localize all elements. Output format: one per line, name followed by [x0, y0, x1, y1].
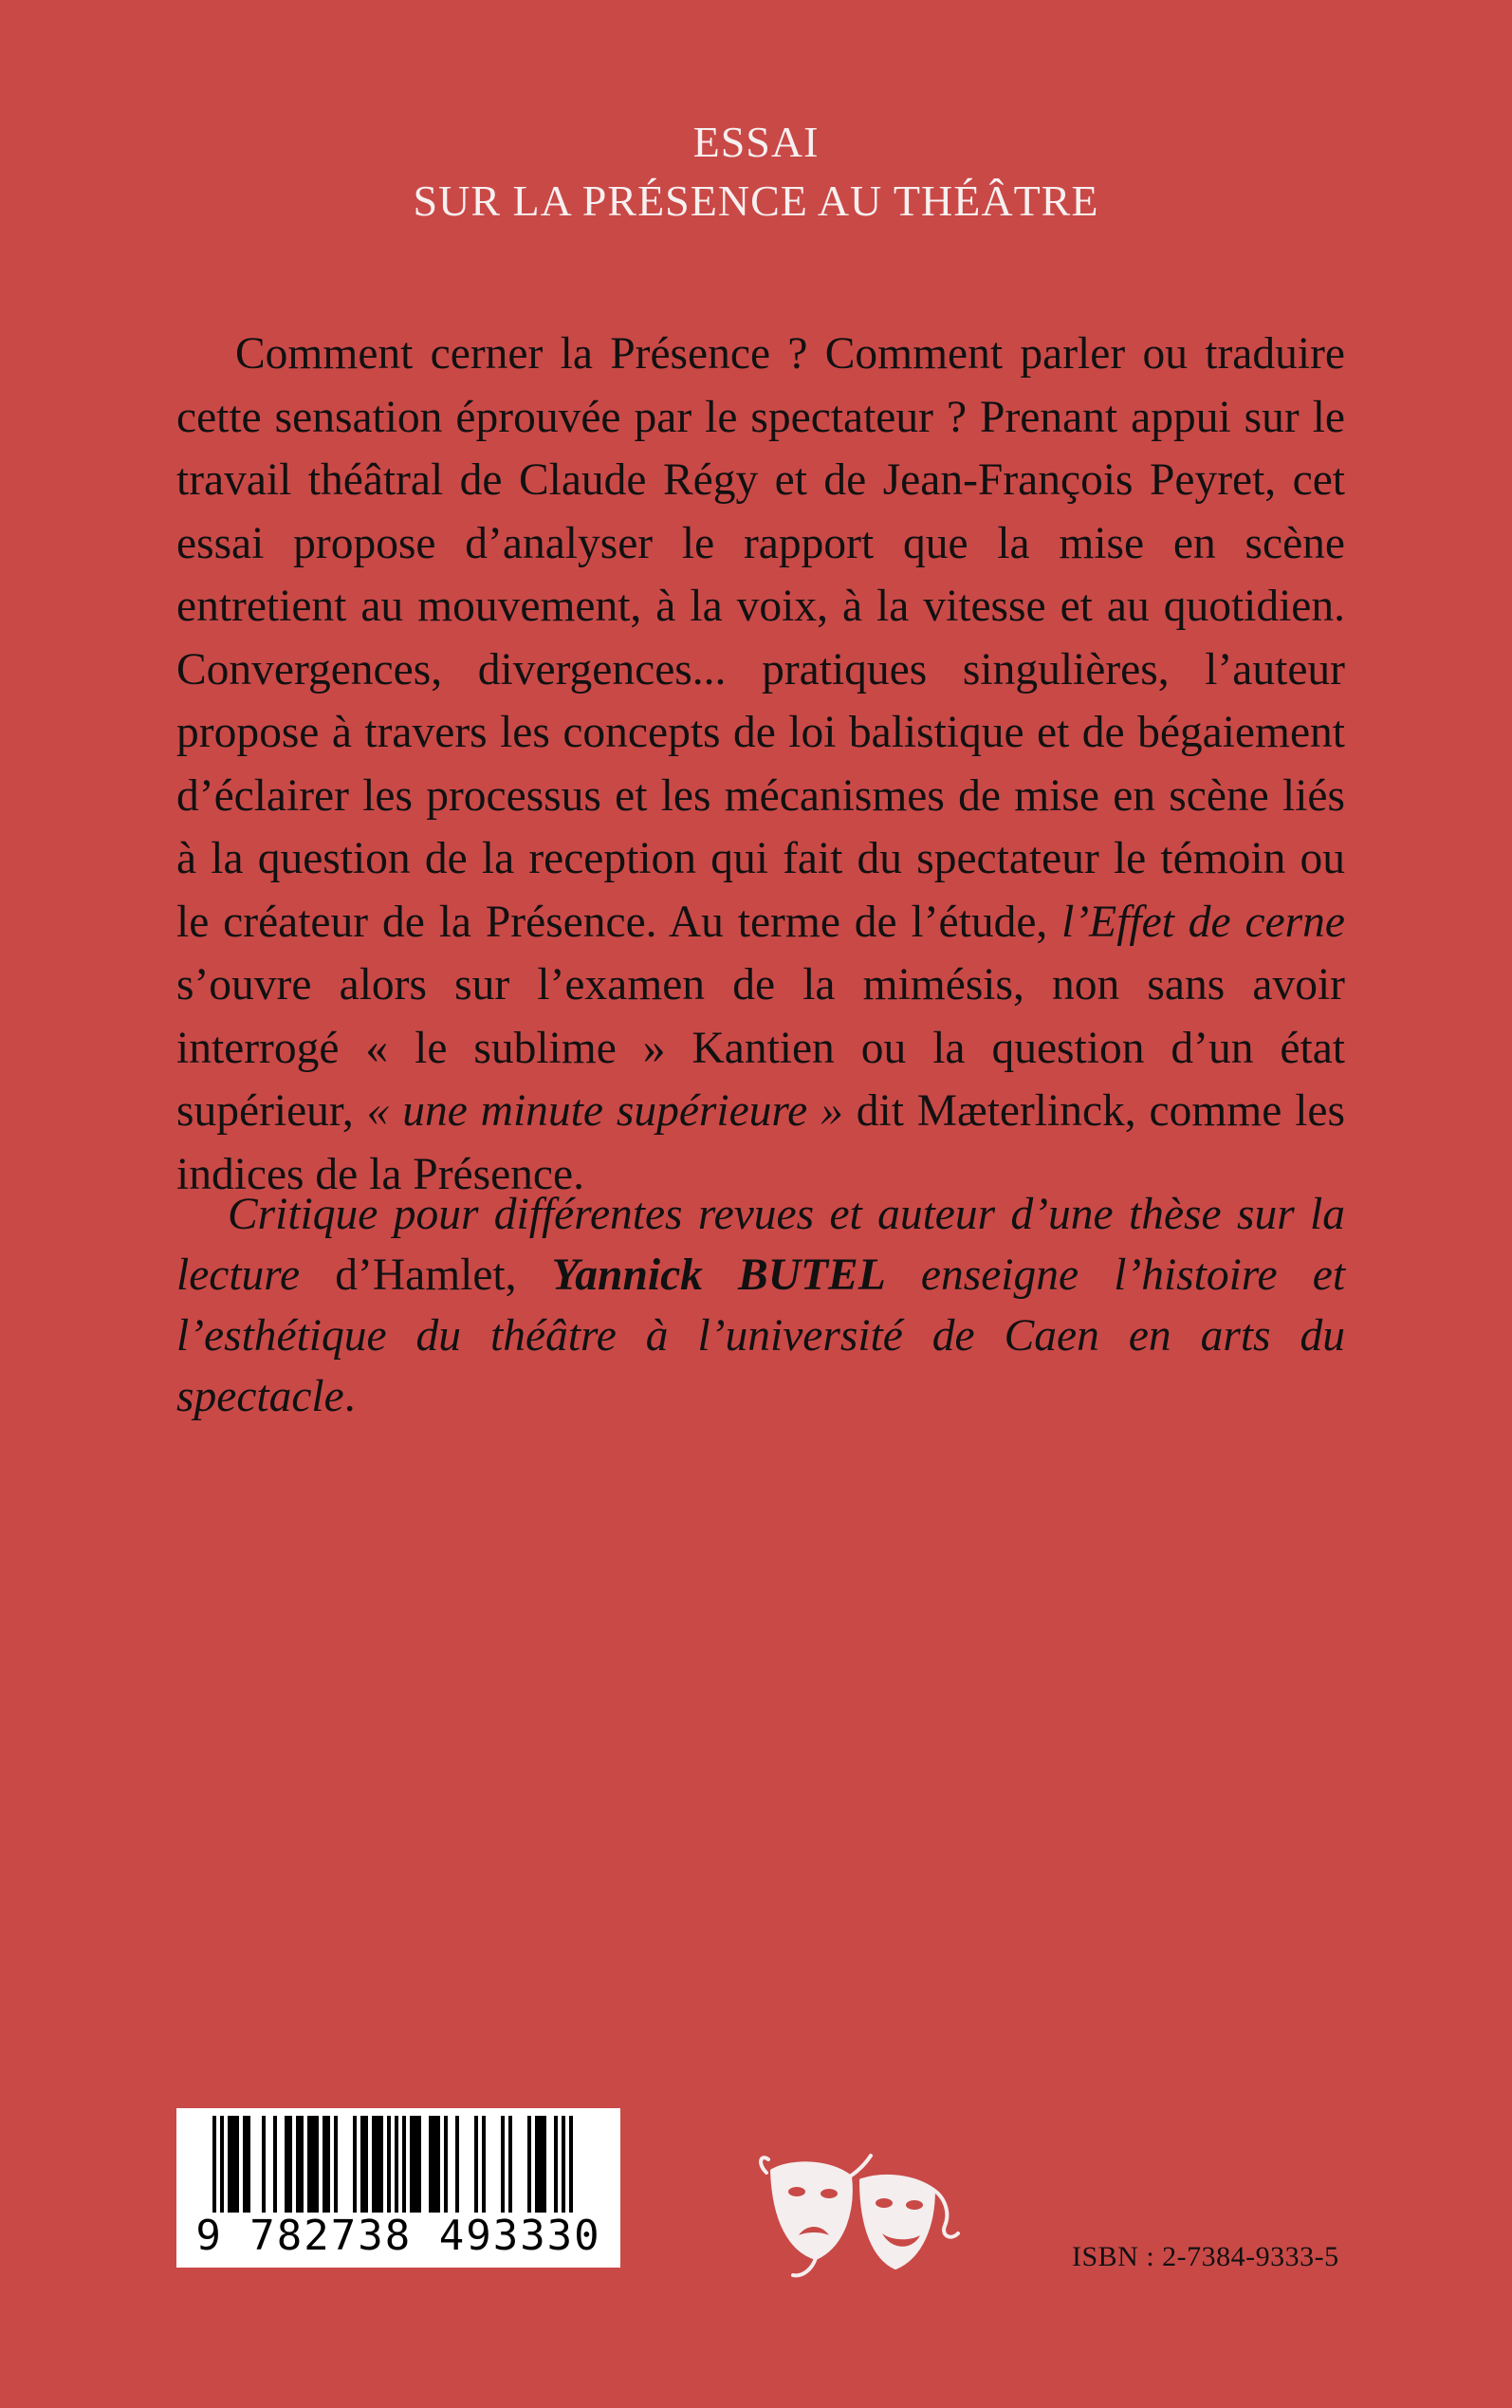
bio-text-1: Critique pour différentes revues et auteur d’une thèse sur la lecture [176, 1190, 1345, 1300]
barcode-bar [417, 2116, 421, 2214]
barcode-bar [455, 2116, 459, 2214]
barcode-bar [360, 2116, 364, 2214]
barcode-digits: 9 782738 493330 [182, 2213, 615, 2260]
barcode-bar [539, 2116, 543, 2214]
barcode-bar [429, 2116, 433, 2214]
barcode-bar [228, 2116, 231, 2214]
barcode-bar [296, 2116, 300, 2214]
barcode-bar [444, 2116, 448, 2214]
theatre-masks-icon [755, 2152, 973, 2285]
barcode-bar [235, 2116, 239, 2214]
summary-text-1: Comment cerner la Présence ? Comment parler ou traduire cette sensation éprouvée par le spectateur ? Prenant appui sur le travail théâtral de Claude Régy et de Jean-François Peyret, cet essai propose d’analyser le rapport que la mise en scène entretient au mouvement, à la voix, à la vitesse et au quotidien. Convergences, divergences... pratiques singulières, l’auteur propose à travers les concepts de loi balistique et de bégaiement d’éclairer les processus et les mécanismes de mise en scène liés à la question de la reception qui fait du spectateur le témoin ou le créateur de la Présence. Au terme de l’étude, [176, 329, 1345, 947]
barcode-bar [231, 2116, 235, 2214]
barcode-bar [474, 2116, 478, 2214]
barcode-bar [527, 2116, 531, 2214]
heading-line-1: ESSAI [692, 118, 820, 166]
heading-line-2: SUR LA PRÉSENCE AU THÉÂTRE [413, 176, 1099, 225]
barcode-bar [273, 2116, 277, 2214]
barcode-bar [326, 2116, 330, 2214]
summary-paragraph [176, 323, 1345, 1206]
barcode-bar [379, 2116, 383, 2214]
barcode-bar [508, 2116, 512, 2214]
barcode-bar [414, 2116, 417, 2214]
barcode-bar [501, 2116, 505, 2214]
bio-end: . [343, 1372, 356, 1421]
summary-text-3: dit Mæterlinck, comme les indices de la Présence. [176, 1086, 1345, 1199]
barcode-bar [543, 2116, 546, 2214]
barcode-bar [285, 2116, 288, 2214]
isbn: ISBN : 2-7384-9333-5 [1072, 2241, 1339, 2272]
barcode-bar [364, 2116, 368, 2214]
barcode-bar [311, 2116, 315, 2214]
bio-hamlet: d’Hamlet, [335, 1250, 517, 1300]
barcode-bar [262, 2116, 266, 2214]
barcode-bar [410, 2116, 414, 2214]
barcode-bar [376, 2116, 379, 2214]
barcode-bar [482, 2116, 486, 2214]
barcode-bar [288, 2116, 292, 2214]
barcode-bar [315, 2116, 319, 2214]
barcode-bar [402, 2116, 406, 2214]
barcode [176, 2108, 620, 2268]
author-name: Yannick BUTEL [551, 1250, 886, 1300]
barcode-bar [436, 2116, 440, 2214]
barcode-bar [247, 2116, 250, 2214]
barcode-bar [535, 2116, 539, 2214]
summary-text-2: s’ouvre alors sur l’examen de la mimésis, non sans avoir interrogé « le sublime » Kantien ou la question d’un état supérieur, [176, 960, 1345, 1136]
author-bio [176, 1184, 1345, 1427]
barcode-bar [554, 2116, 558, 2214]
barcode-bar [334, 2116, 338, 2214]
bio-space [517, 1250, 552, 1300]
summary-book-title: l’Effet de cerne [1061, 897, 1345, 947]
barcode-bar [353, 2116, 357, 2214]
bio-text-2: enseigne l’histoire et l’esthétique du théâtre à l’université de Caen en arts du spectacle [176, 1250, 1346, 1421]
barcode-bar [243, 2116, 247, 2214]
barcode-bar [433, 2116, 436, 2214]
summary-quote: « une minute supérieure » [366, 1086, 843, 1136]
barcode-bar [307, 2116, 311, 2214]
barcode-bar [300, 2116, 304, 2214]
barcode-bar [372, 2116, 376, 2214]
barcode-bar [323, 2116, 326, 2214]
